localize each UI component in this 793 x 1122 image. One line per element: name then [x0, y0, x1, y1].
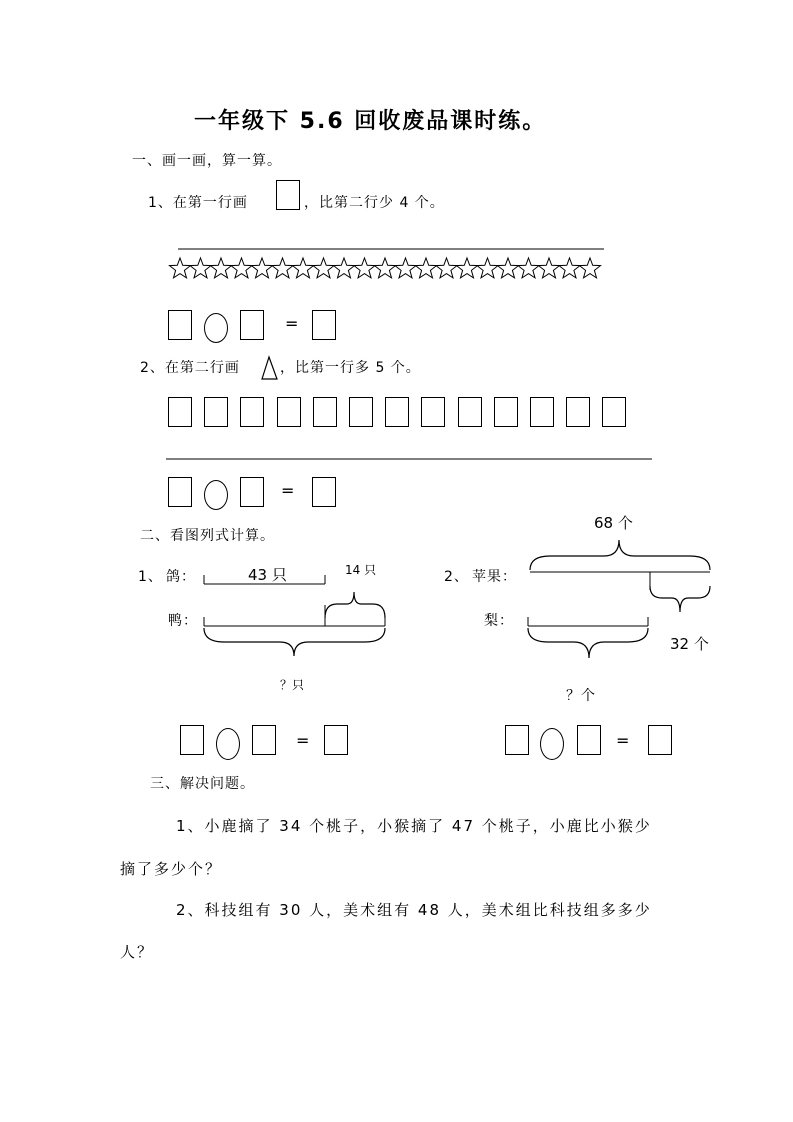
apple-label: 苹果： [472, 569, 517, 585]
square-icon [313, 397, 337, 427]
square-icon [602, 397, 626, 427]
square-icon [494, 397, 518, 427]
answer-box[interactable] [252, 725, 276, 755]
triangle-outline-icon [262, 357, 277, 379]
equals-sign: = [281, 481, 295, 500]
q2-prefix: 2、在第二行画 [140, 360, 240, 376]
diff-value: 32 个 [670, 635, 709, 653]
answer-box[interactable] [240, 477, 264, 507]
pigeon-value: 43 只 [248, 566, 287, 584]
square-icon [277, 397, 301, 427]
pear-label: 梨： [484, 613, 514, 629]
answer-box[interactable] [312, 477, 336, 507]
section-2-heading: 二、看图列式计算。 [140, 528, 275, 544]
square-icon [421, 397, 445, 427]
equals-sign: = [616, 731, 630, 750]
square-icon [204, 397, 228, 427]
answer-box[interactable] [180, 725, 204, 755]
total-value: 68 个 [594, 514, 633, 532]
operator-circle[interactable] [204, 480, 228, 510]
section-1-heading: 一、画一画，算一算。 [132, 153, 282, 169]
problem-1-line-1: 1、小鹿摘了 34 个桃子，小猴摘了 47 个桃子，小鹿比小猴少 [176, 817, 652, 835]
problem-2-line-1: 2、科技组有 30 人，美术组有 48 人，美术组比科技组多多少 [176, 901, 652, 919]
section-3-heading: 三、解决问题。 [150, 776, 255, 792]
answer-box[interactable] [168, 477, 192, 507]
q2-suffix: ，比第一行多 5 个。 [280, 360, 421, 376]
right-problem-number: 2、 [444, 569, 469, 585]
duck-extra-value: 14 只 [345, 563, 377, 577]
pigeon-label: 鸽： [166, 569, 196, 585]
square-icon [566, 397, 590, 427]
q1-prefix: 1、在第一行画 [148, 195, 248, 211]
operator-circle[interactable] [540, 728, 564, 760]
answer-box[interactable] [648, 725, 672, 755]
answer-box[interactable] [505, 725, 529, 755]
square-icon [240, 397, 264, 427]
problem-1-line-2: 摘了多少个？ [120, 860, 223, 878]
equals-sign: = [296, 731, 310, 750]
problem-2-line-2: 人？ [120, 943, 155, 961]
equals-sign: = [285, 314, 299, 333]
duck-label: 鸭： [168, 613, 198, 629]
answer-box[interactable] [577, 725, 601, 755]
duck-question: ？只 [280, 678, 305, 692]
operator-circle[interactable] [216, 728, 240, 760]
square-icon [530, 397, 554, 427]
q1-suffix: ，比第二行少 4 个。 [304, 195, 445, 211]
square-icon [168, 397, 192, 427]
pear-question: ？个 [566, 688, 596, 704]
left-problem-number: 1、 [138, 569, 163, 585]
square-icon [458, 397, 482, 427]
square-icon [349, 397, 373, 427]
page-title: 一年级下 5.6 回收废品课时练。 [194, 109, 547, 134]
square-icon [385, 397, 409, 427]
answer-box[interactable] [324, 725, 348, 755]
